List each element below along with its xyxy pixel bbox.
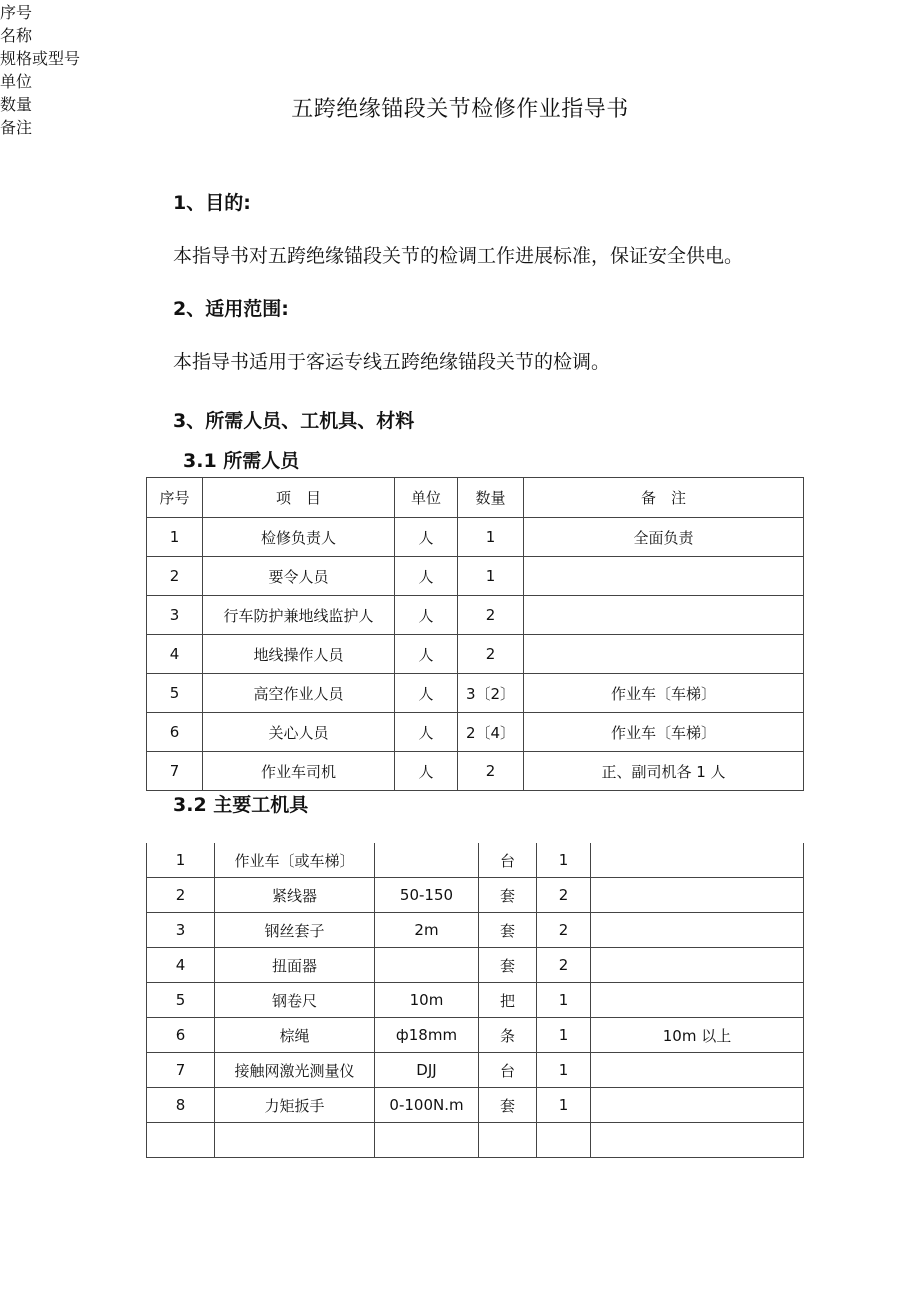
- cell: [524, 635, 804, 674]
- cell: [591, 983, 804, 1018]
- header-cell: 单位: [395, 478, 458, 518]
- table-row: [147, 557, 804, 596]
- cell: [479, 1123, 537, 1158]
- table-row: [147, 635, 804, 674]
- header-cell: 备注: [0, 118, 33, 137]
- cell: 钢卷尺: [215, 983, 375, 1018]
- cell: 正、副司机各 1 人: [524, 752, 804, 791]
- cell: 作业车〔或车梯〕: [215, 843, 375, 878]
- cell: 套: [479, 913, 537, 948]
- cell: 人: [395, 635, 458, 674]
- section-1-heading: 1、目的:: [173, 192, 251, 214]
- cell: 套: [479, 948, 537, 983]
- cell: 2: [537, 878, 591, 913]
- cell: 接触网激光测量仪: [215, 1053, 375, 1088]
- table-row: [147, 913, 804, 948]
- cell: 1: [458, 518, 524, 557]
- cell: 6: [147, 1018, 215, 1053]
- cell: 人: [395, 674, 458, 713]
- cell: 1: [537, 1018, 591, 1053]
- cell: 7: [147, 1053, 215, 1088]
- cell: ф18mm: [375, 1018, 479, 1053]
- cell: 2: [458, 635, 524, 674]
- cell: 1: [537, 843, 591, 878]
- cell: 要令人员: [203, 557, 395, 596]
- header-cell: 序号: [147, 478, 203, 518]
- cell: 50-150: [375, 878, 479, 913]
- cell: [591, 1088, 804, 1123]
- cell: [591, 843, 804, 878]
- cell: 检修负责人: [203, 518, 395, 557]
- section-3-2-heading: 3.2 主要工机具: [173, 794, 309, 816]
- table-row: [147, 596, 804, 635]
- cell: 2: [537, 948, 591, 983]
- cell: 条: [479, 1018, 537, 1053]
- cell: 紧线器: [215, 878, 375, 913]
- table-row: [147, 948, 804, 983]
- cell: 5: [147, 983, 215, 1018]
- cell: 2〔4〕: [458, 713, 524, 752]
- cell: 人: [395, 596, 458, 635]
- table-row: [147, 1053, 804, 1088]
- cell: 作业车〔车梯〕: [524, 674, 804, 713]
- cell: 1: [147, 518, 203, 557]
- cell: 全面负责: [524, 518, 804, 557]
- cell: [524, 557, 804, 596]
- cell: 1: [537, 983, 591, 1018]
- cell: [375, 843, 479, 878]
- cell: 4: [147, 635, 203, 674]
- section-2-text: 本指导书适用于客运专线五跨绝缘锚段关节的检调。: [173, 351, 611, 373]
- cell: [591, 1053, 804, 1088]
- cell: 关心人员: [203, 713, 395, 752]
- cell: 钢丝套子: [215, 913, 375, 948]
- cell: 1: [537, 1088, 591, 1123]
- cell: 棕绳: [215, 1018, 375, 1053]
- cell: 作业车〔车梯〕: [524, 713, 804, 752]
- cell: 1: [458, 557, 524, 596]
- table-row: [147, 1088, 804, 1123]
- cell: 7: [147, 752, 203, 791]
- cell: DJJ: [375, 1053, 479, 1088]
- cell: 台: [479, 843, 537, 878]
- cell: 3: [147, 913, 215, 948]
- cell: 行车防护兼地线监护人: [203, 596, 395, 635]
- cell: 6: [147, 713, 203, 752]
- cell: 2: [458, 752, 524, 791]
- header-cell: 项 目: [203, 478, 395, 518]
- cell: 台: [479, 1053, 537, 1088]
- cell: 3〔2〕: [458, 674, 524, 713]
- header-cell: 数量: [0, 95, 33, 114]
- table-row: [147, 713, 804, 752]
- header-cell: 数量: [458, 478, 524, 518]
- cell: 人: [395, 752, 458, 791]
- cell: 2: [537, 913, 591, 948]
- cell: 扭面器: [215, 948, 375, 983]
- cell: 套: [479, 878, 537, 913]
- section-2-heading: 2、适用范围:: [173, 298, 289, 320]
- cell: 2: [147, 878, 215, 913]
- cell: 2m: [375, 913, 479, 948]
- header-cell: 序号: [0, 3, 33, 22]
- section-3-heading: 3、所需人员、工机具、材料: [173, 410, 415, 432]
- table-row: [147, 1018, 804, 1053]
- page-title: 五跨绝缘锚段关节检修作业指导书: [291, 97, 629, 122]
- cell: [375, 948, 479, 983]
- table-row: [147, 843, 804, 878]
- header-cell: 规格或型号: [0, 49, 81, 68]
- table-row: [147, 752, 804, 791]
- cell: 10m: [375, 983, 479, 1018]
- header-cell: 单位: [0, 72, 33, 91]
- cell: 3: [147, 596, 203, 635]
- cell: [591, 1123, 804, 1158]
- header-cell: 备 注: [524, 478, 804, 518]
- cell: 2: [458, 596, 524, 635]
- cell: 地线操作人员: [203, 635, 395, 674]
- table-row: [147, 878, 804, 913]
- cell: 把: [479, 983, 537, 1018]
- table-row: [147, 518, 804, 557]
- cell: 0-100N.m: [375, 1088, 479, 1123]
- cell: [591, 948, 804, 983]
- cell: [591, 878, 804, 913]
- cell: [375, 1123, 479, 1158]
- cell: [591, 913, 804, 948]
- cell: 人: [395, 557, 458, 596]
- cell: [147, 1123, 215, 1158]
- table-row-empty: [147, 1123, 804, 1158]
- table-row: [147, 674, 804, 713]
- cell: 10m 以上: [591, 1018, 804, 1053]
- cell: 2: [147, 557, 203, 596]
- personnel-table: [146, 477, 804, 791]
- cell: 作业车司机: [203, 752, 395, 791]
- cell: 人: [395, 713, 458, 752]
- cell: 套: [479, 1088, 537, 1123]
- cell: 5: [147, 674, 203, 713]
- section-3-1-heading: 3.1 所需人员: [183, 450, 300, 472]
- cell: [524, 596, 804, 635]
- cell: 高空作业人员: [203, 674, 395, 713]
- section-1-text: 本指导书对五跨绝缘锚段关节的检调工作进展标准，保证安全供电。: [173, 245, 744, 267]
- table-header-row: [147, 478, 804, 518]
- cell: 1: [147, 843, 215, 878]
- cell: 人: [395, 518, 458, 557]
- tools-table: [146, 843, 804, 1158]
- cell: 1: [537, 1053, 591, 1088]
- cell: 4: [147, 948, 215, 983]
- table-row: [147, 983, 804, 1018]
- cell: 8: [147, 1088, 215, 1123]
- cell: [215, 1123, 375, 1158]
- header-cell: 名称: [0, 26, 33, 45]
- cell: 力矩扳手: [215, 1088, 375, 1123]
- cell: [537, 1123, 591, 1158]
